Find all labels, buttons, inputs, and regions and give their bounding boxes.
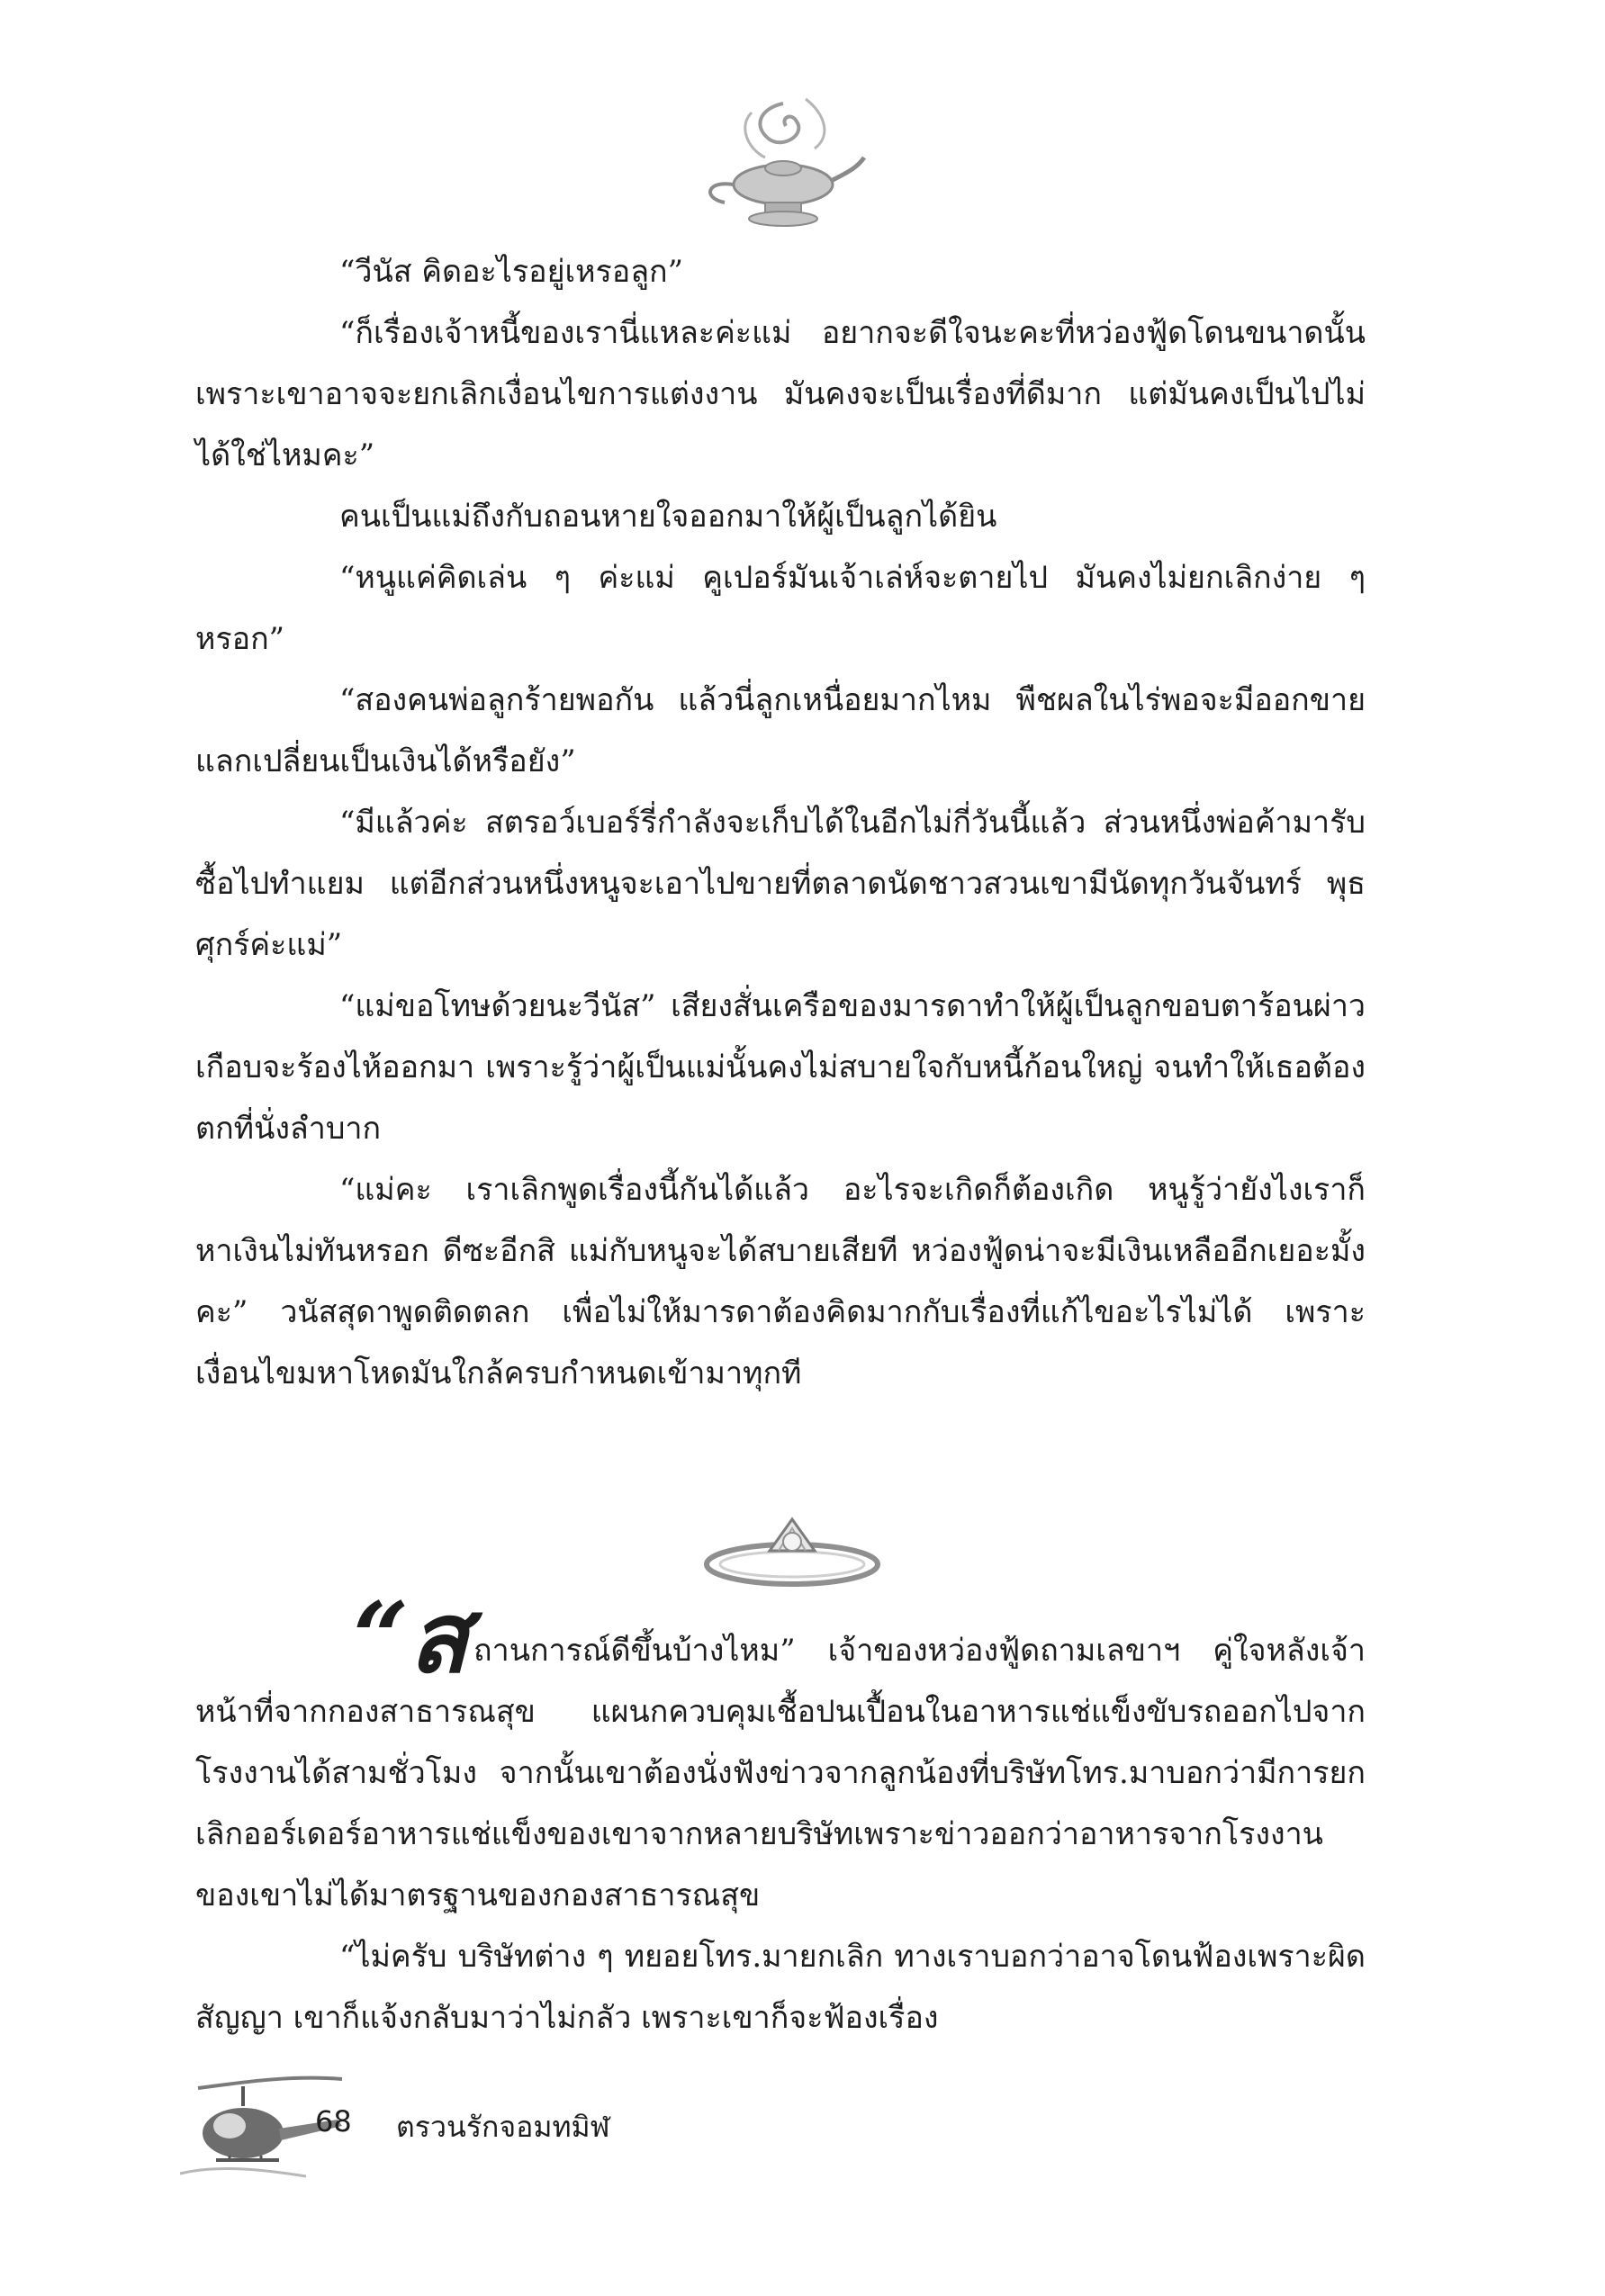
paragraph: “ไม่ครับ บริษัทต่าง ๆ ทยอยโทร.มายกเลิก ทางเราบอกว่าอาจโดนฟ้องเพราะผิดสัญญา เขาก็แจ้งกลับมาว่าไม่กลัว เพราะเขาก็จะฟ้องเรื่อง — [195, 1939, 1366, 2036]
drop-cap-paragraph — [195, 1581, 1366, 1926]
running-title: ตรวนรักจอมทมิฬ — [396, 2110, 610, 2144]
drop-cap-paragraph-text: ถานการณ์ดีขึ้นบ้างไหม” เจ้าของหว่องฟู้ดถามเลขาฯ คู่ใจหลังเจ้าหน้าที่จากกองสาธารณสุข แผนกควบคุมเชื้อปนเปื้อนในอาหารแช่แข็งขับรถออกไปจากโรงงานได้สามชั่วโมง จากนั้นเขาต้องนั่งฟังข่าวจากลูกน้องที่บริษัทโทร.มาบอกว่ามีการยกเลิกออร์เดอร์อาหารแช่แข็งของเขาจากหลายบริษัทเพราะข่าวออกว่าอาหารจากโรงงานของเขาไม่ได้มาตรฐานของกองสาธารณสุข — [195, 1633, 1366, 1913]
paragraph: “วีนัส คิดอะไรอยู่เหรอลูก” — [339, 254, 684, 290]
paragraph: คนเป็นแม่ถึงกับถอนหายใจออกมาให้ผู้เป็นลูกได้ยิน — [339, 499, 997, 535]
page-number: 68 — [315, 2104, 352, 2138]
text-block-1 — [195, 241, 1366, 1404]
diamond-ring-icon — [693, 1501, 891, 1600]
genie-lamp-icon — [698, 86, 869, 239]
paragraph: “ก็เรื่องเจ้าหนี้ของเรานี่แหละค่ะแม่ อยากจะดีใจนะคะที่หว่องฟู้ดโดนขนาดนั้น เพราะเขาอาจจะยกเลิกเงื่อนไขการแต่งงาน มันคงจะเป็นเรื่องที่ดีมาก แต่มันคงเป็นไปไม่ได้ใช่ไหมคะ” — [195, 315, 1366, 473]
paragraph: “มีแล้วค่ะ สตรอว์เบอร์รี่กำลังจะเก็บได้ในอีกไม่กี่วันนี้แล้ว ส่วนหนึ่งพ่อค้ามารับซื้อไปทำแยม แต่อีกส่วนหนึ่งหนูจะเอาไปขายที่ตลาดนัดชาวสวนเขามีนัดทุกวันจันทร์ พุธ ศุกร์ค่ะแม่” — [195, 805, 1366, 963]
paragraph: “แม่ขอโทษด้วยนะวีนัส” เสียงสั่นเครือของมารดาทำให้ผู้เป็นลูกขอบตาร้อนผ่าวเกือบจะร้องไห้ออกมา เพราะรู้ว่าผู้เป็นแม่นั้นคงไม่สบายใจกับหนี้ก้อนใหญ่ จนทำให้เธอต้องตกที่นั่งลำบาก — [195, 988, 1366, 1147]
paragraph: “แม่คะ เราเลิกพูดเรื่องนี้กันได้แล้ว อะไรจะเกิดก็ต้องเกิด หนูรู้ว่ายังไงเราก็หาเงินไม่ทันหรอก ดีซะอีกสิ แม่กับหนูจะได้สบายเสียที หว่องฟู้ดน่าจะมีเงินเหลืออีกเยอะมั้งคะ” วนัสสุดาพูดติดตลก เพื่อไม่ให้มารดาต้องคิดมากกับเรื่องที่แก้ไขอะไรไม่ได้ เพราะเงื่อนไขมหาโหดมันใกล้ครบกำหนดเข้ามาทุกที — [195, 1172, 1366, 1391]
text-block-2 — [195, 1581, 1366, 2048]
drop-cap: “ส — [353, 1581, 469, 1695]
paragraph: “สองคนพ่อลูกร้ายพอกัน แล้วนี่ลูกเหนื่อยมากไหม พืชผลในไร่พอจะมีออกขายแลกเปลี่ยนเป็นเงินได้หรือยัง” — [195, 682, 1366, 779]
paragraph: “หนูแค่คิดเล่น ๆ ค่ะแม่ คูเปอร์มันเจ้าเล่ห์จะตายไป มันคงไม่ยกเลิกง่าย ๆ หรอก” — [195, 560, 1366, 657]
page-footer — [180, 2070, 810, 2205]
